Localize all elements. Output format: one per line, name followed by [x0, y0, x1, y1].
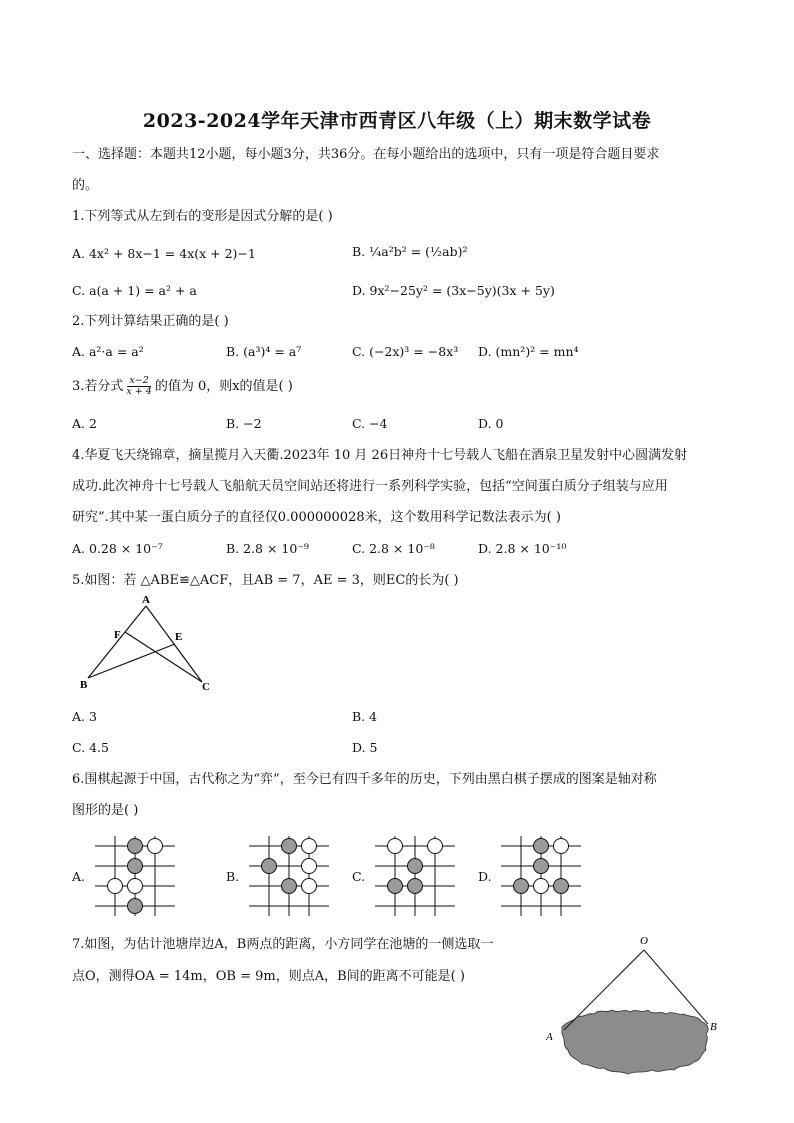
q7-pond-figure: [540, 930, 730, 1080]
q7-label-a: A: [546, 1031, 553, 1043]
q7-label-b: B: [710, 1021, 717, 1033]
white-stone: [428, 839, 443, 854]
q3-stem: [72, 376, 293, 397]
q1-option-a: A. 4x² + 8x−1 = 4x(x + 2)−1: [72, 246, 256, 261]
q4-option-b: B. 2.8 × 10⁻⁹: [226, 541, 309, 556]
q6-option-c-label: C.: [352, 869, 366, 884]
q6-board-d: [496, 834, 586, 914]
q5-triangle-figure: [78, 594, 218, 694]
q5-label-b: B: [80, 679, 88, 691]
white-stone: [534, 879, 549, 894]
q2-option-a: A. a²·a = a²: [72, 344, 144, 359]
q4-option-c: C. 2.8 × 10⁻⁸: [352, 541, 435, 556]
q5-label-a: A: [142, 594, 150, 606]
white-stone: [128, 879, 143, 894]
q1-stem: 1.下列等式从左到右的变形是因式分解的是( ): [72, 209, 333, 224]
q3-stem-suffix: 的值为 0，则x的值是( ): [154, 378, 293, 394]
q3-option-c: C. −4: [352, 416, 388, 431]
q7-label-o: O: [640, 935, 648, 947]
q5-segment-cf: [125, 632, 202, 682]
q3-option-d: D. 0: [478, 416, 504, 431]
q5-label-c: C: [202, 681, 210, 693]
q5-option-a: A. 3: [72, 709, 97, 724]
black-stone: [128, 899, 143, 914]
white-stone: [554, 839, 569, 854]
q6-board-b: [244, 834, 334, 914]
q4-option-d: D. 2.8 × 10⁻¹⁰: [478, 541, 567, 556]
q4-line3: 研究”.其中某一蛋白质分子的直径仅0.000000028米，这个数用科学记数法表示为( ): [72, 510, 561, 525]
q5-label-f: F: [114, 629, 121, 641]
q6-option-d-label: D.: [478, 869, 492, 884]
section-instructions-line2: 的。: [72, 178, 99, 193]
q6-line1: 6.围棋起源于中国，古代称之为“弈”，至今已有四千多年的历史，下列由黑白棋子摆成的图案是轴对称: [72, 772, 657, 787]
black-stone: [534, 839, 549, 854]
q2-option-c: C. (−2x)³ = −8x³: [352, 344, 459, 359]
q7-pond-shape: [562, 1010, 708, 1074]
white-stone: [108, 879, 123, 894]
q7-line1: 7.如图，为估计池塘岸边A，B两点的距离，小方同学在池塘的一侧选取一: [72, 937, 494, 952]
q3-fraction: [124, 376, 153, 397]
q4-option-a: A. 0.28 × 10⁻⁷: [72, 541, 163, 556]
q2-stem: 2.下列计算结果正确的是( ): [72, 314, 229, 329]
q6-option-a-label: A.: [72, 869, 86, 884]
q3-option-a: A. 2: [72, 416, 97, 431]
white-stone: [148, 839, 163, 854]
section-instructions-line1: 一、选择题：本题共12小题，每小题3分，共36分。在每小题给出的选项中，只有一项是符合题目要求: [72, 147, 660, 162]
q1-option-b: B. ¼a²b² = (½ab)²: [352, 244, 468, 259]
q5-option-c: C. 4.5: [72, 740, 109, 755]
q5-stem: 5.如图：若 △ABE≌△ACF，且AB = 7，AE = 3，则EC的长为( ): [72, 573, 459, 588]
black-stone: [408, 859, 423, 874]
q5-option-d: D. 5: [352, 740, 378, 755]
black-stone: [514, 879, 529, 894]
q2-option-d: D. (mn²)² = mn⁴: [478, 344, 579, 359]
q3-fraction-denominator: x + 4: [126, 386, 152, 397]
q4-line2: 成功.此次神舟十七号载人飞船航天员空间站还将进行一系列科学实验，包括“空间蛋白质分子组装与应用: [72, 479, 668, 494]
white-stone: [302, 839, 317, 854]
q3-fraction-numerator: x−2: [129, 375, 149, 386]
white-stone: [302, 879, 317, 894]
q1-option-c: C. a(a + 1) = a² + a: [72, 283, 197, 298]
q6-line2: 图形的是( ): [72, 803, 139, 818]
q3-option-b: B. −2: [226, 416, 262, 431]
black-stone: [554, 879, 569, 894]
black-stone: [282, 839, 297, 854]
q2-option-b: B. (a³)⁴ = a⁷: [226, 344, 302, 359]
q4-line1: 4.华夏飞天绕锦章，摘星揽月入天衢.2023年 10 月 26日神舟十七号载人飞船在酒泉卫星发射中心圆满发射: [72, 448, 688, 463]
black-stone: [534, 859, 549, 874]
black-stone: [128, 859, 143, 874]
white-stone: [302, 859, 317, 874]
paper-title: 2023-2024学年天津市西青区八年级（上）期末数学试卷: [142, 110, 652, 132]
white-stone: [388, 839, 403, 854]
q6-option-b-label: B.: [226, 869, 240, 884]
q5-label-e: E: [175, 631, 183, 643]
black-stone: [388, 879, 403, 894]
black-stone: [128, 839, 143, 854]
q5-option-b: B. 4: [352, 709, 378, 724]
q1-option-d: D. 9x²−25y² = (3x−5y)(3x + 5y): [352, 283, 555, 298]
q7-line2: 点O，测得OA = 14m，OB = 9m，则点A，B间的距离不可能是( ): [72, 969, 465, 984]
black-stone: [282, 879, 297, 894]
q3-stem-prefix: 3.若分式: [72, 378, 124, 394]
q6-board-c: [370, 834, 460, 914]
q6-board-a: [90, 834, 180, 914]
black-stone: [262, 859, 277, 874]
black-stone: [408, 879, 423, 894]
